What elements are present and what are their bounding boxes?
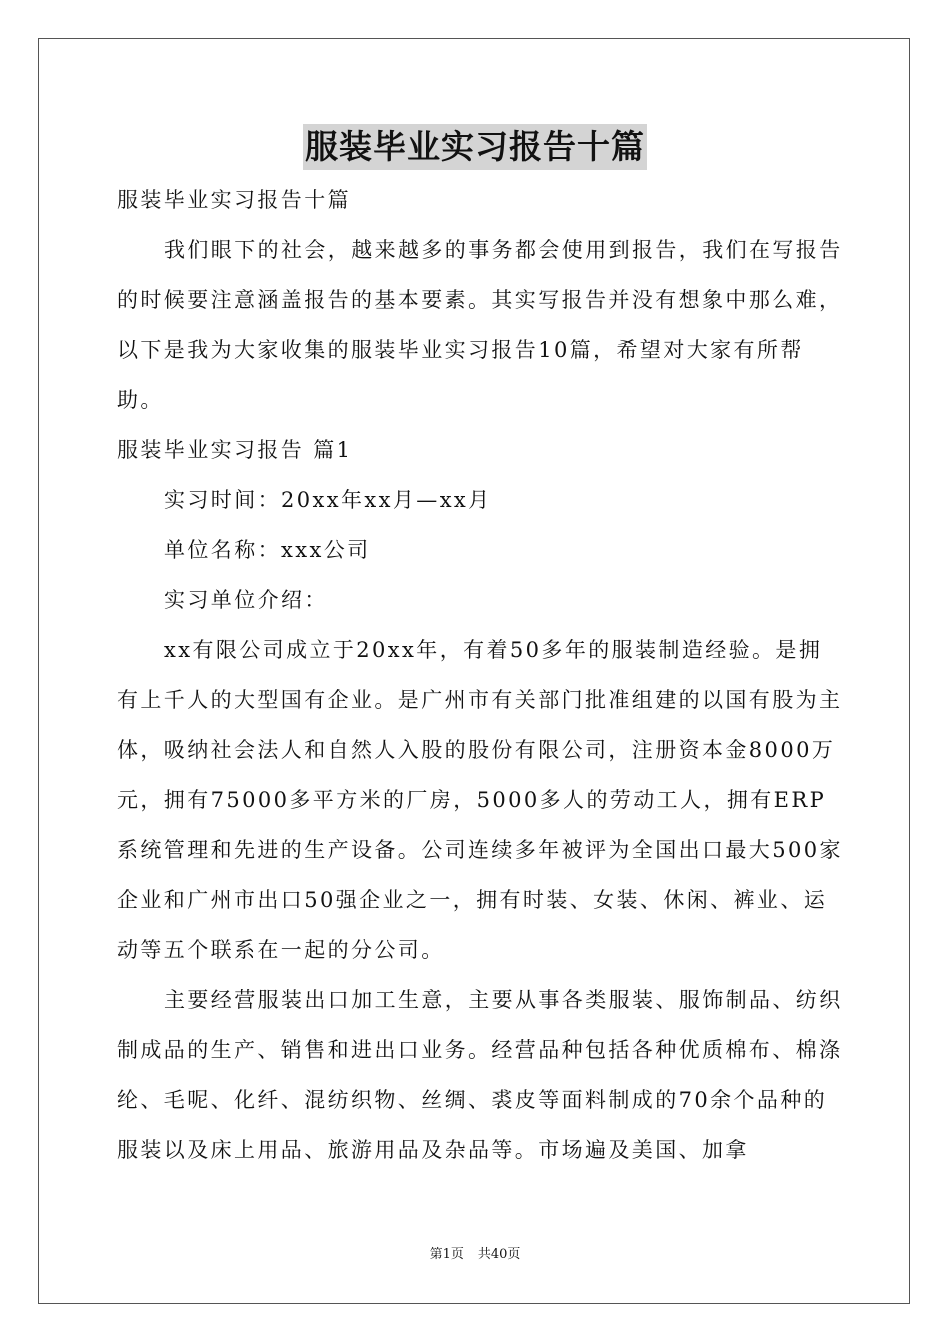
page-footer	[0, 1245, 950, 1265]
internship-time: 实习时间：20xx年xx月—xx月	[164, 488, 492, 512]
intro-paragraph: 我们眼下的社会，越来越多的事务都会使用到报告，我们在写报告的时候要注意涵盖报告的基本要素。其实写报告并没有想象中那么难，以下是我为大家收集的服装毕业实习报告10篇，希望对大家有所帮助。	[117, 238, 843, 412]
page-number: 第1页	[429, 1247, 464, 1262]
document-title: 服装毕业实习报告十篇	[303, 124, 647, 170]
company-description-paragraph: xx有限公司成立于20xx年，有着50多年的服装制造经验。是拥有上千人的大型国有企业。是广州市有关部门批准组建的以国有股为主体，吸纳社会法人和自然人入股的股份有限公司，注册资本金8000万元，拥有75000多平方米的厂房，5000多人的劳动工人，拥有ERP系统管理和先进的生产设备。公司连续多年被评为全国出口最大500家企业和广州市出口50强企业之一，拥有时装、女装、休闲、裤业、运动等五个联系在一起的分公司。	[117, 638, 843, 962]
subtitle-line: 服装毕业实习报告十篇	[117, 188, 351, 212]
business-paragraph: 主要经营服装出口加工生意，主要从事各类服装、服饰制品、纺织制成品的生产、销售和进出口业务。经营品种包括各种优质棉布、棉涤纶、毛呢、化纤、混纺织物、丝绸、裘皮等面料制成的70余个品种的服装以及床上用品、旅游用品及杂品等。市场遍及美国、加拿	[117, 988, 843, 1162]
title-container	[0, 124, 950, 170]
section-heading: 服装毕业实习报告 篇1	[117, 438, 353, 462]
total-pages: 共40页	[477, 1247, 521, 1262]
document-body	[117, 175, 845, 1175]
company-intro-heading: 实习单位介绍：	[164, 588, 328, 612]
company-name: 单位名称：xxx公司	[164, 538, 371, 562]
